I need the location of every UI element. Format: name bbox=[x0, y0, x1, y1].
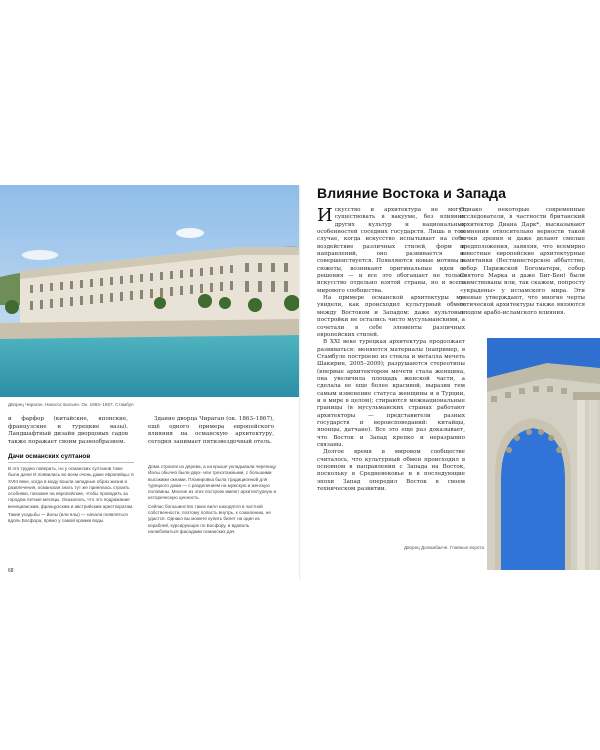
paragraph: Здание дворца Чираган (ок. 1863–1867), ещё одного примера европейского влияния на османскую архитектуру, сегодня занимает пятизвездочный отель. bbox=[148, 416, 274, 445]
paragraph: и фарфор (китайские, японские, французские и турецкие вазы). Ландшафтный дизайн дворцовых садов также поражает своим разнообразием. bbox=[8, 416, 128, 445]
sidebar-col1 bbox=[8, 453, 134, 527]
gate-photo-caption: Дворец Долмабахче. Главные ворота bbox=[404, 545, 484, 550]
left-col2-text bbox=[148, 416, 274, 446]
paragraph bbox=[317, 207, 465, 295]
sidebar-paragraph: В это трудно поверить, но у османских султанов тоже были дачи! И появились во всем очень даже европейцы: в XVIII веке, когда в моду вошли западные образ жизни и развлечения, османская знать тут же принялась строить особняки, похожие на европейские, чтобы проводить за городом летние месяцы. Оказалось, что это подражание венецианским, французским и австрийским аристократам. bbox=[8, 466, 134, 509]
sidebar-paragraph: Дома строили из дерева, а на крыше укладывали черепицу. Йалы обычно были двух- или трехэтажными, с большими высокими окнами. Планировка была традиционной для турецкого дома — с разделением на мужскую и женскую половины. Многие из этих построек имеют архитектурную и историческую ценность. bbox=[148, 464, 277, 501]
sidebar-paragraph: Такие усадьбы — йалы (или ялы) — начали появляться вдоль Босфора, прямо у самой кромки воды. bbox=[8, 512, 128, 524]
left-page bbox=[0, 185, 300, 580]
right-page bbox=[300, 185, 600, 580]
right-col2-text bbox=[460, 207, 585, 317]
sidebar-text bbox=[8, 466, 134, 525]
paragraph: В XXI веке турецкая архитектура продолжает развиваться: меняются материалы (например, в Стамбуле построено из стекла и металла мечеть Шакирин, 2005–2009); разрушаются стереотипы (впервые архитектором мечети стала женщина, она увеличила площадь женской части, а сделала ее еще более красивой, выразив тем самым изменение статуса женщины и в Турции, и в мире в целом); стираются межнациональные границы (в мусульманских странах работают архитекторы — представители разных государств и вероисповеданий: китайцы, японцы, датчане). Все это еще раз доказывает, что Восток и Запад крепко и неразрывно связаны. bbox=[317, 339, 465, 448]
left-col1-text bbox=[8, 416, 128, 446]
page-number: 68 bbox=[8, 568, 14, 574]
sidebar-paragraph: Сейчас большинство таких вилл находятся в частной собственности, поэтому попасть внутрь, к сожалению, не удастся. Однако вы можете купить билет на один из кораблей, курсирующих по Босфору, и вдоволь налюбоваться фасадами османских дач. bbox=[148, 503, 271, 534]
page-title: Влияние Востока и Запада bbox=[317, 185, 507, 201]
sidebar-title: Дачи османских султанов bbox=[8, 453, 134, 463]
sidebar-col2 bbox=[148, 464, 280, 537]
paragraph: Долгое время в мировом сообществе считалось, что культурный обмен происходил в основном в направлении с Запада на Восток, поскольку в Средневековье и в последующие эпохи Запад опередил Восток в своем техническом развитии. bbox=[317, 449, 465, 493]
drop-cap: И bbox=[317, 205, 333, 226]
paragraph: На примере османской архитектуры мы увидели, как происходил культурный обмен между Востоком и Западом: даже культовые постройки не остались чисто мусульманскими, а сочетали в себе элементы различных европейских стилей. bbox=[317, 295, 465, 338]
paragraph: Однако некоторые современные исследователи, в частности британский архитектор Диана Дарк*, высказывают сомнения относительно верности такой точки зрения и даже делают смелые предположения, заявляя, что всемирно известные европейские архитектурные памятники (Вестминстерское аббатство, собор Парижской Богоматери, собор Святого Марка и даже Биг-Бен) были заимствованы или, так скажем, попросту «украдены» у исламского мира. Эти ученые утверждают, что многие черты готической архитектуры также являются плодом арабо-исламского влияния. bbox=[460, 207, 585, 316]
palace-photo bbox=[0, 185, 300, 397]
sidebar-text bbox=[148, 464, 280, 535]
paragraph-text: скусство и архитектура не могут существовать в вакууме, без влияния других культур и национальных особенностей соседних государств. Лишь в том случае, когда искусство испытывает на себе воздействие различных стилей, форм и направлений, оно развивается и совершенствуется. Появляются новые мотивы и сюжеты, возникают оригинальные идеи и решения — и все это обогащает не только искусство отдельно взятой страны, но и всего мирового сообщества. bbox=[317, 207, 465, 294]
book-spread bbox=[0, 185, 600, 580]
right-col1-text bbox=[317, 207, 465, 493]
palace-photo-caption: Дворец Чираган. Никогос Бальян. Ок. 1863–1867. Стамбул bbox=[8, 402, 134, 407]
dolmabahce-gate-photo bbox=[487, 338, 600, 570]
